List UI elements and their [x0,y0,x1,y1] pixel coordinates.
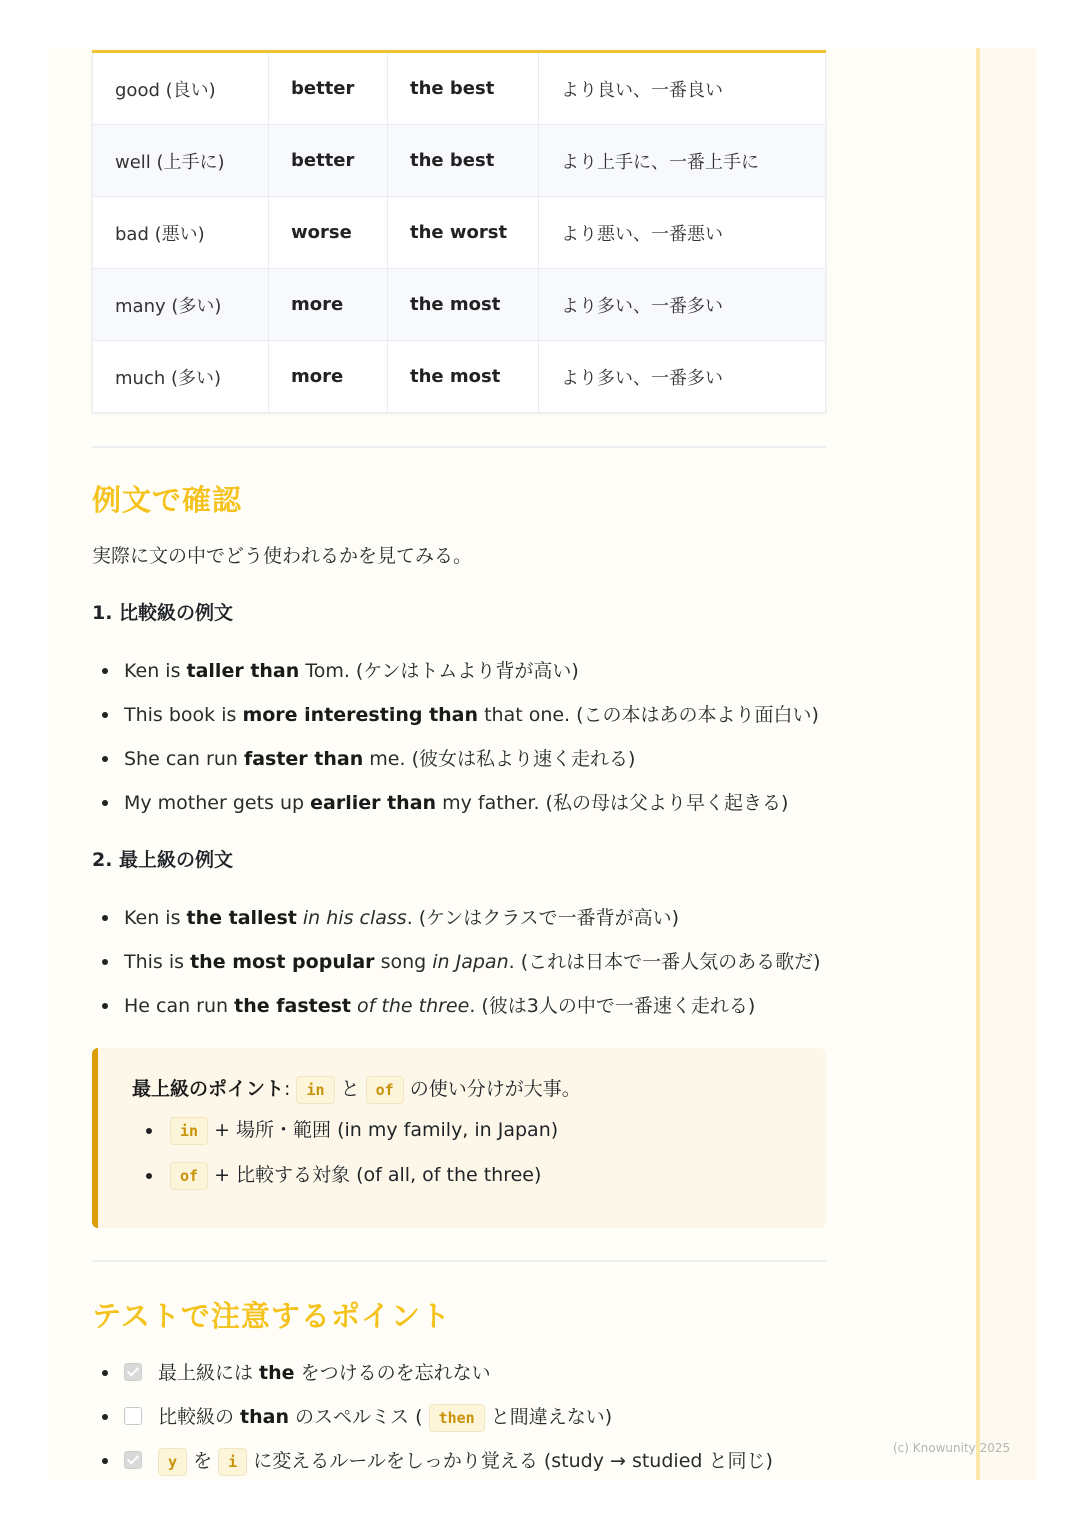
list-item: This book is more interesting than that one. (この本はあの本より面白い) [92,693,828,737]
subheading-comparative: 1. 比較級の例文 [92,602,234,624]
code-of: of [366,1076,404,1104]
table-row [93,125,826,197]
table-cell-comparative: more [269,341,388,413]
table-cell-comparative: better [269,52,388,125]
callout-title-line: 最上級のポイント: in と of の使い分けが大事。 [132,1074,581,1104]
checklist-item: 比較級の than のスペルミス ( then と間違えない) [92,1395,828,1439]
irregular-comparison-table [92,50,826,413]
table-cell-base: good (良い) [93,52,269,125]
list-item: Ken is taller than Tom. (ケンはトムより背が高い) [92,649,828,693]
table-cell-superlative: the most [388,341,539,413]
code-in: in [296,1076,334,1104]
checkbox-unchecked[interactable] [124,1407,142,1425]
callout-list [136,1108,558,1198]
table-cell-base: well (上手に) [93,125,269,197]
list-item: in + 場所・範囲 (in my family, in Japan) [136,1108,558,1153]
list-item: of + 比較する対象 (of all, of the three) [136,1153,558,1198]
checklist-item: y を i に変えるルールをしっかり覚える (study → studied と同じ) [92,1439,828,1483]
code-then: then [429,1404,485,1432]
table-row [93,197,826,269]
checkbox-checked[interactable] [124,1363,142,1381]
table-cell-base: many (多い) [93,269,269,341]
section-heading-test-points: テストで注意するポイント [92,1299,451,1333]
code-i: i [218,1448,247,1476]
table-cell-base: much (多い) [93,341,269,413]
section-lead: 実際に文の中でどう使われるかを見てみる。 [92,545,473,567]
list-item: My mother gets up earlier than my father. (私の母は父より早く起きる) [92,781,828,825]
table-cell-superlative: the best [388,52,539,125]
list-item: He can run the fastest of the three. (彼は3人の中で一番速く走れる) [92,984,828,1028]
table-row [93,269,826,341]
table-cell-superlative: the most [388,269,539,341]
table-cell-base: bad (悪い) [93,197,269,269]
table-cell-meaning: より上手に、一番上手に [539,125,826,197]
main-content [92,50,828,1483]
list-item: This is the most popular song in Japan. (これは日本で一番人気のある歌だ) [92,940,828,984]
test-checklist [92,1351,828,1483]
table-cell-superlative: the best [388,125,539,197]
table-cell-comparative: worse [269,197,388,269]
table-row [93,52,826,125]
superlative-tip-callout [92,1048,826,1228]
table-cell-meaning: より多い、一番多い [539,269,826,341]
checklist-item: 最上級には the をつけるのを忘れない [92,1351,828,1395]
subheading-superlative: 2. 最上級の例文 [92,849,234,871]
table-cell-superlative: the worst [388,197,539,269]
table-cell-comparative: better [269,125,388,197]
code-y: y [158,1448,187,1476]
checkbox-checked[interactable] [124,1451,142,1469]
table-cell-meaning: より多い、一番多い [539,341,826,413]
right-margin-rail [976,48,1036,1480]
copyright-footer: (c) Knowunity 2025 [893,1441,1011,1455]
code-in: in [170,1117,208,1145]
code-of: of [170,1162,208,1190]
callout-title: 最上級のポイント [132,1078,285,1100]
table-cell-meaning: より悪い、一番悪い [539,197,826,269]
list-item: Ken is the tallest in his class. (ケンはクラスで一番背が高い) [92,896,828,940]
comparative-example-list [92,649,828,825]
section-heading-examples: 例文で確認 [92,483,243,517]
superlative-example-list [92,896,828,1028]
table-cell-meaning: より良い、一番良い [539,52,826,125]
table-cell-comparative: more [269,269,388,341]
table-row [93,341,826,413]
list-item: She can run faster than me. (彼女は私より速く走れる) [92,737,828,781]
